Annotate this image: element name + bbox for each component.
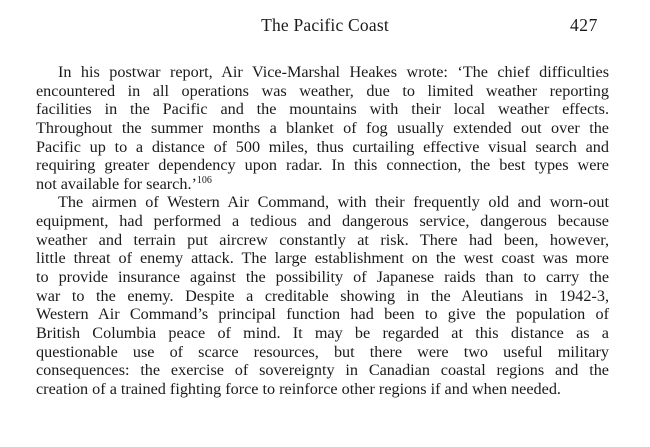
paragraph-2-line-1: The airmen of Western Air Command, with their frequently old and worn-out [58, 193, 609, 212]
paragraph-1-line-7 [36, 175, 609, 194]
paragraph-1-line-3: facilities in the Pacific and the mountains with their local weather effects. [36, 100, 609, 119]
paragraph-1-line-2: encountered in all operations was weather, due to limited weather reporting [36, 81, 609, 100]
body-text [36, 63, 609, 399]
paragraph-2-line-8: British Columbia peace of mind. It may be regarded at this distance as a [36, 323, 609, 342]
paragraph-1-line-1: In his postwar report, Air Vice-Marshal Heakes wrote: ‘The chief difficulties [58, 63, 609, 81]
paragraph-2-line-4: little threat of enemy attack. The large establishment on the west coast was more [36, 249, 609, 268]
paragraph-1-line-7-text: not available for search.’ [36, 174, 197, 193]
paragraph-2-line-9: questionable use of scarce resources, but there were two useful military [36, 342, 609, 361]
paragraph-2-line-5: to provide insurance against the possibility of Japanese raids than to carry the [36, 268, 609, 287]
paragraph-2-line-11: creation of a trained fighting force to reinforce other regions if and when needed. [36, 379, 561, 398]
page-number: 427 [569, 15, 598, 35]
paragraph-2-line-10: consequences: the exercise of sovereignty in Canadian coastal regions and the [36, 361, 609, 380]
paragraph-1-line-6: requiring greater dependency upon radar. In this connection, the best types were [36, 156, 609, 175]
running-title: The Pacific Coast [261, 15, 389, 35]
paragraph-2-line-2: equipment, had performed a tedious and dangerous service, dangerous because [36, 212, 609, 231]
paragraph-2-line-7: Western Air Command’s principal function had been to give the population of [36, 305, 609, 324]
paragraph-1-line-4: Throughout the summer months a blanket of fog usually extended out over the [36, 118, 609, 137]
paragraph-1-line-5: Pacific up to a distance of 500 miles, thus curtailing effective visual search and [36, 137, 609, 156]
footnote-reference: 106 [196, 174, 212, 186]
paragraph-2-line-6: war to the enemy. Despite a creditable showing in the Aleutians in 1942-3, [36, 286, 609, 305]
running-head [0, 14, 650, 38]
paragraph-2-line-3: weather and terrain put aircrew constantly at risk. There had been, however, [36, 230, 609, 249]
